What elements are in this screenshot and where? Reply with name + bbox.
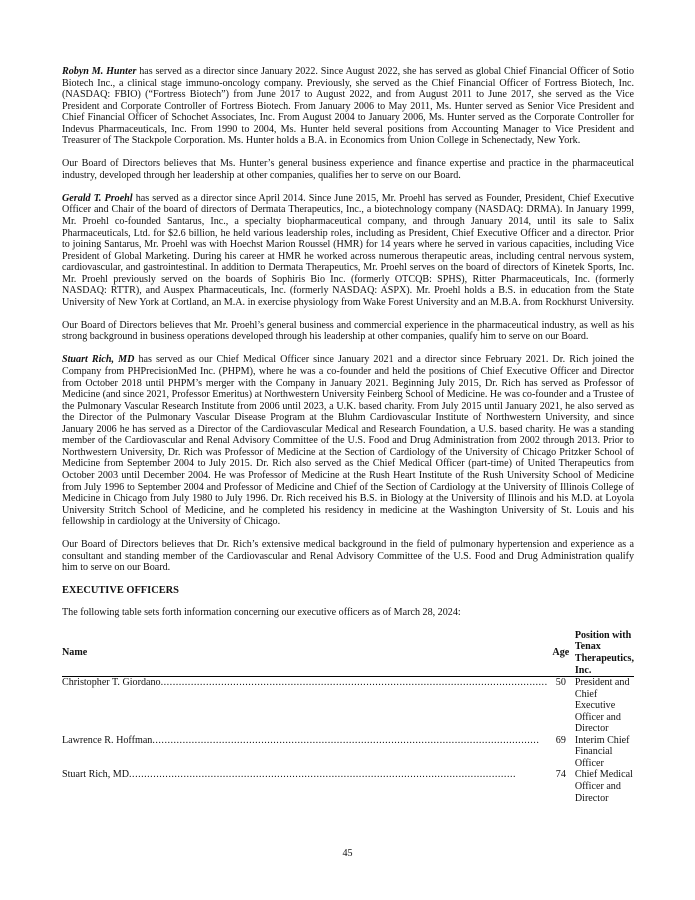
officer-age: 50 — [555, 677, 566, 689]
bio-paragraph-proehl — [62, 193, 634, 308]
column-header-name: Name — [62, 630, 548, 677]
table-row — [62, 735, 634, 770]
officer-position: President and Chief Executive Officer and Director — [574, 677, 630, 735]
qualification-paragraph-rich: Our Board of Directors believes that Dr. Rich’s extensive medical background in the field of pulmonary hypertension and experience as a consultant and standing member of the Cardiovascular and Renal Advisory Committee of the U.S. Food and Drug Administration qualify him to serve on our Board. — [62, 539, 634, 574]
column-header-age: Age — [549, 630, 572, 677]
table-row — [62, 769, 634, 804]
officer-name-cell — [62, 769, 548, 804]
column-header-position: Position with Tenax Therapeutics, Inc. — [574, 629, 635, 676]
dot-leader — [62, 677, 548, 689]
qualification-paragraph-proehl: Our Board of Directors believes that Mr. Proehl’s general business and commercial experience in the pharmaceutical industry, as well as his strong background in business operations developed through his leadership at other companies, qualify him to serve on our Board. — [62, 319, 634, 343]
page-number: 45 — [342, 848, 353, 859]
officer-name-cell — [62, 677, 548, 735]
bio-text: has served as our Chief Medical Officer since January 2021 and a director since February 2021. Dr. Rich joined the Company from PHPrecisionMed Inc. (PHPM), where he was a co-founder and held the positions of Chief Executive Officer and Director from October 2018 until PHPM’s merger with the Company in January 2021. Beginning July 2015, Dr. Rich has served as Professor of Medicine (and since 2021, Professor Emeritus) at Northwestern University Feinberg School of Medicine. He was co-founder and a Trustee of the Pulmonary Vascular Research Institute from 2006 until 2023, a U.K. based charity. From July 2015 until January 2021, he also served as the Director of the Pulmonary Vascular Disease Program at the Bluhm Cardiovascular Institute of Northwestern University, and since January 2006 he has served as a Director of the Cardiovascular Medical and Research Foundation, a U.S. based charity. He was a standing member of the Cardiovascular and Renal Advisory Committee of the U.S. Food and Drug Administration from 2002 through 2013. Prior to Northwestern University, Dr. Rich was Professor of Medicine at the Section of Cardiology of the University of Chicago Pritzker School of Medicine from September 2004 to July 2015. Dr. Rich also served as the Chief Medical Officer (part-time) of United Therapeutics from October 2003 until December 2004. He was Professor of Medicine at the Rush Heart Institute of the Rush University School of Medicine from July 1996 to September 2004 and Professor of Medicine and Chief of the Section of Cardiology at the University of Illinois College of Medicine in Chicago from July 1980 to July 1996. Dr. Rich received his B.S. in Biology at the University of Illinois and his M.D. at Loyola University Stritch School of Medicine, and he completed his residency in medicine at the Washington University of St. Louis and his fellowship in cardiology at the University of Chicago. — [62, 354, 634, 528]
officer-name: Lawrence R. Hoffman — [62, 734, 153, 746]
director-name: Robyn M. Hunter — [62, 66, 137, 77]
officer-position: Chief Medical Officer and Director — [574, 769, 633, 804]
section-heading: EXECUTIVE OFFICERS — [62, 585, 179, 597]
director-name: Stuart Rich, MD — [62, 354, 135, 366]
officer-position: Interim Chief Financial Officer — [574, 734, 630, 769]
executive-officers-table — [62, 630, 634, 804]
director-name: Gerald T. Proehl — [62, 192, 133, 204]
officer-name-cell — [62, 735, 548, 770]
qualification-paragraph-hunter: Our Board of Directors believes that Ms. Hunter’s general business experience and finance expertise and practice in the pharmaceutical industry, developed through her leadership at other companies, qualifies her to serve on our Board. — [62, 158, 634, 181]
bio-text: has served as a director since April 2014. Since June 2015, Mr. Proehl has served as Founder, President, Chief Executive Officer and Chair of the board of directors of Dermata Therapeutics, Inc., a biotechnology company (NASDAQ: DRMA). In January 1999, Mr. Proehl co-founded Santarus, Inc., a specialty biopharmaceutical company, and through January 2014, until its sale to Salix Pharmaceuticals, Ltd. for $2.6 billion, he held various leadership roles, including as President, Chief Executive Officer and a director. Prior to joining Santarus, Mr. Proehl was with Hoechst Marion Roussel (HMR) for 14 years where he served in various capacities, including Vice President of Global Marketing. During his career at HMR he worked across numerous therapeutic areas, including central nervous system, cardiovascular, and gastrointestinal. In addition to Dermata Therapeutics, Mr. Proehl serves on the board of directors of Kinetek Sports, Inc. Mr. Proehl previously served on the boards of Sophiris Bio Inc. (formerly OTCQB: SPHS), Ritter Pharmaceuticals, Inc. (formerly NASDAQ: RTTR), and Auspex Pharmaceuticals, Inc. (formerly NASDAQ: ASPX). Mr. Proehl holds a B.S. in education from the State University of New York at Cortland, an M.A. in exercise physiology from Wake Forest University and an M.B.A. from Rockhurst University. — [62, 192, 635, 308]
table-header-row — [62, 630, 634, 677]
bio-paragraph-hunter — [62, 66, 634, 147]
officer-age: 69 — [555, 734, 566, 746]
table-row — [62, 677, 634, 735]
bio-text: has served as a director since January 2022. Since August 2022, she has served as global Chief Financial Officer of Sotio Biotech Inc., a clinical stage immuno-oncology company. Previously, she served as the Chief Financial Officer of Fortress Biotech, Inc. (NASDAQ: FBIO) (“Fortress Biotech”) from June 2017 to August 2022, and from August 2011 to June 2017, she served as the Vice President and Corporate Controller of Fortress Biotech. From January 2006 to May 2011, Ms. Hunter served as Senior Vice President and Chief Financial Officer of Schochet Associates, Inc. From August 2004 to January 2006, Ms. Hunter served as the Corporate Controller for Indevus Pharmaceuticals, Inc. From 1990 to 2004, Ms. Hunter held several positions from Accounting Manager to Vice President and Treasurer of The Stackpole Corporation. Ms. Hunter holds a B.A. in Economics from Union College in Schenectady, New York. — [62, 66, 634, 147]
dot-leader — [62, 735, 548, 747]
page-content — [62, 66, 634, 804]
bio-paragraph-rich — [62, 354, 634, 527]
officer-name: Stuart Rich, MD — [62, 769, 130, 781]
officer-name: Christopher T. Giordano — [62, 677, 161, 689]
officer-age: 74 — [555, 769, 566, 781]
table-intro: The following table sets forth information concerning our executive officers as of March 28, 2024: — [62, 606, 461, 618]
dot-leader — [62, 769, 548, 781]
